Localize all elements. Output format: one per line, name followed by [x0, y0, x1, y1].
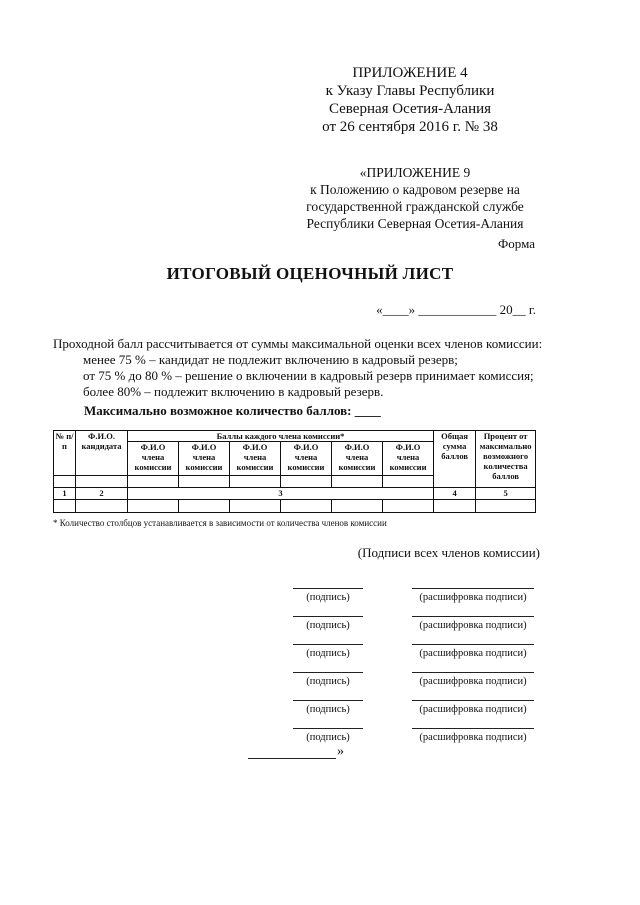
th-member-2: Ф.И.О члена комиссии — [179, 442, 230, 476]
sig-label: (подпись) — [306, 704, 350, 715]
appendix-line-3: государственной гражданской службе — [306, 199, 524, 214]
table-cell — [179, 500, 230, 513]
decode-line — [412, 700, 534, 701]
th-scores: Баллы каждого члена комиссии* — [128, 431, 434, 442]
table-cell — [76, 476, 128, 488]
col-num-5: 5 — [476, 488, 536, 500]
header-line-3: Северная Осетия-Алания — [328, 101, 492, 117]
appendix-line-4: Республики Северная Осетия-Алания — [306, 216, 524, 231]
th-member-1: Ф.И.О члена комиссии — [128, 442, 179, 476]
sig-line — [293, 728, 363, 729]
decode-line — [412, 728, 534, 729]
table-cell — [230, 476, 281, 488]
sig-line — [293, 616, 363, 617]
header-line-4: от 26 сентября 2016 г. № 38 — [322, 119, 498, 135]
table-cell — [476, 500, 536, 513]
decode-line — [412, 588, 534, 589]
sig-line — [293, 672, 363, 673]
table-cell — [230, 500, 281, 513]
table-cell — [281, 476, 332, 488]
table-cell — [128, 476, 179, 488]
form-label: Форма — [498, 236, 535, 251]
max-score-line: Максимально возможное количество баллов: ____ — [84, 403, 381, 418]
decode-line — [412, 672, 534, 673]
table-cell — [281, 500, 332, 513]
table-cell — [54, 476, 76, 488]
table-cell — [179, 476, 230, 488]
sig-line — [293, 700, 363, 701]
col-num-3: 3 — [128, 488, 434, 500]
intro-p4: более 80% – подлежит включению в кадровый резерв. — [83, 384, 384, 399]
header-line-1: ПРИЛОЖЕНИЕ 4 — [352, 65, 468, 81]
col-num-1: 1 — [54, 488, 76, 500]
footnote: * Количество столбцов устанавливается в зависимости от количества членов комиссии — [53, 518, 387, 528]
appendix-line-2: к Положению о кадровом резерве на — [310, 182, 520, 197]
sig-label: (подпись) — [306, 676, 350, 687]
date-line: «____» ____________ 20__ г. — [376, 302, 536, 317]
score-table — [53, 430, 536, 513]
col-num-2: 2 — [76, 488, 128, 500]
page-title: ИТОГОВЫЙ ОЦЕНОЧНЫЙ ЛИСТ — [166, 264, 454, 283]
th-member-5: Ф.И.О члена комиссии — [332, 442, 383, 476]
col-num-4: 4 — [434, 488, 476, 500]
decode-label: (расшифровка подписи) — [419, 732, 527, 743]
appendix-line-1: «ПРИЛОЖЕНИЕ 9 — [359, 165, 471, 180]
table-cell — [128, 500, 179, 513]
decode-label: (расшифровка подписи) — [419, 648, 527, 659]
closing-line — [248, 758, 336, 759]
th-name: Ф.И.О. кандидата — [76, 431, 128, 476]
intro-p2: менее 75 % – кандидат не подлежит включению в кадровый резерв; — [83, 352, 458, 367]
decode-line — [412, 644, 534, 645]
th-member-3: Ф.И.О члена комиссии — [230, 442, 281, 476]
table-cell — [434, 500, 476, 513]
sig-label: (подпись) — [306, 620, 350, 631]
decode-line — [412, 616, 534, 617]
th-member-6: Ф.И.О члена комиссии — [383, 442, 434, 476]
th-total: Общая сумма баллов — [434, 431, 476, 488]
header-line-2: к Указу Главы Республики — [325, 83, 495, 99]
decode-label: (расшифровка подписи) — [419, 704, 527, 715]
table-cell — [76, 500, 128, 513]
sig-label: (подпись) — [306, 648, 350, 659]
table-cell — [54, 500, 76, 513]
sig-label: (подпись) — [306, 732, 350, 743]
sig-line — [293, 644, 363, 645]
decode-label: (расшифровка подписи) — [419, 676, 527, 687]
table-cell — [383, 500, 434, 513]
table-cell — [332, 500, 383, 513]
intro-p3: от 75 % до 80 % – решение о включении в кадровый резерв принимает комиссия; — [83, 368, 534, 383]
th-num: № п/п — [54, 431, 76, 476]
closing-quote: » — [337, 744, 344, 759]
decode-label: (расшифровка подписи) — [419, 592, 527, 603]
th-percent: Процент от максимально возможного количества баллов — [476, 431, 536, 488]
sig-label: (подпись) — [306, 592, 350, 603]
th-member-4: Ф.И.О члена комиссии — [281, 442, 332, 476]
signatures-title: (Подписи всех членов комиссии) — [357, 545, 540, 560]
table-cell — [383, 476, 434, 488]
intro-p1: Проходной балл рассчитывается от суммы максимальной оценки всех членов комиссии: — [53, 336, 543, 351]
decode-label: (расшифровка подписи) — [419, 620, 527, 631]
sig-line — [293, 588, 363, 589]
table-cell — [332, 476, 383, 488]
